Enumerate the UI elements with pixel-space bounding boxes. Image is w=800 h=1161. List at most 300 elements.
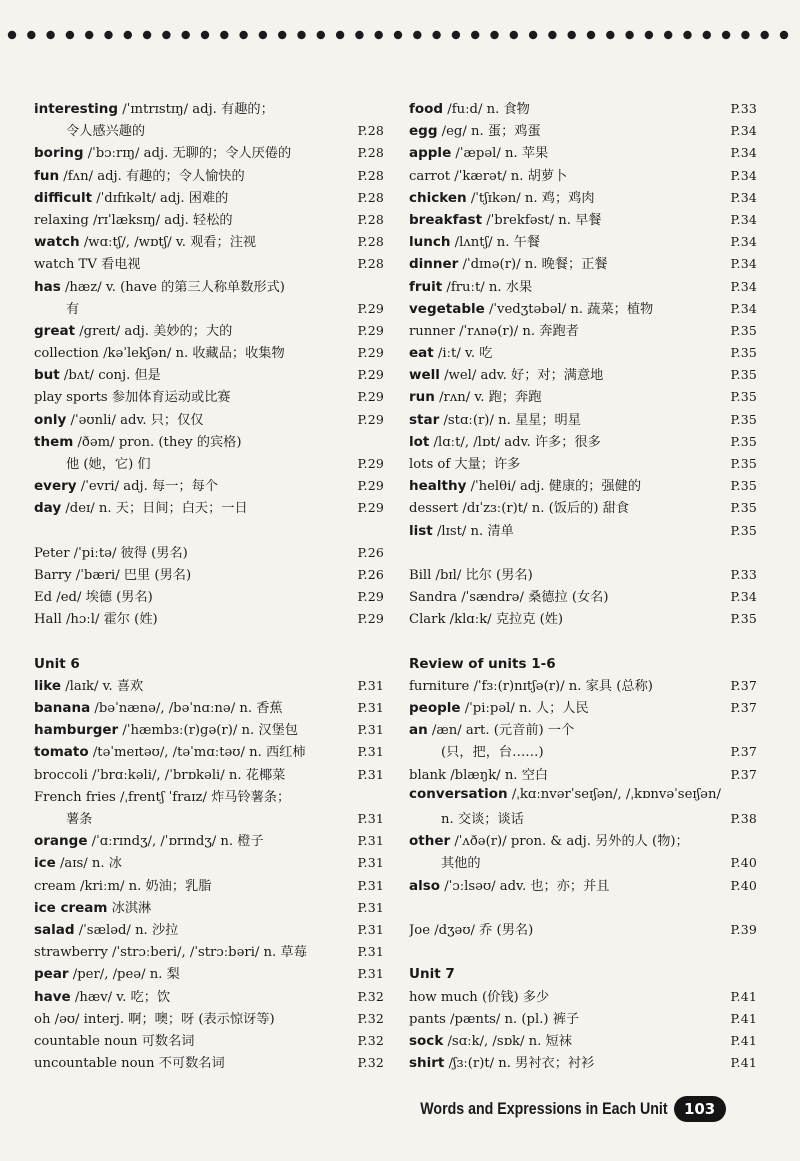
entry-text: Clark /klɑːk/ 克拉克 (姓) bbox=[409, 612, 564, 628]
border-dot bbox=[27, 31, 35, 39]
headword: well bbox=[409, 367, 440, 384]
glossary-entry bbox=[34, 897, 384, 919]
entry-text: pants /pænts/ n. (pl.) 裤子 bbox=[409, 1011, 580, 1027]
entry-page: P.34 bbox=[730, 278, 757, 294]
entry-page: P.28 bbox=[357, 189, 384, 205]
glossary-entry bbox=[34, 542, 384, 564]
border-dot bbox=[761, 31, 769, 39]
entry-text: (只，把，台……) bbox=[441, 745, 544, 761]
right-column bbox=[409, 98, 757, 1074]
border-dot bbox=[143, 31, 151, 39]
glossary-entry bbox=[409, 475, 757, 497]
entry-page: P.35 bbox=[730, 389, 757, 405]
entry-text: day /deɪ/ n. 天；日间；白天；一日 bbox=[34, 500, 248, 517]
entry-page: P.31 bbox=[357, 855, 384, 871]
glossary-entry bbox=[409, 342, 757, 364]
border-dot bbox=[162, 31, 170, 39]
border-dot bbox=[780, 31, 788, 39]
entry-text: Barry /ˈbæri/ 巴里 (男名) bbox=[34, 567, 192, 583]
glossary-entry bbox=[34, 608, 384, 630]
entry-text: well /wel/ adv. 好；对；满意地 bbox=[409, 367, 604, 384]
glossary-entry bbox=[34, 364, 384, 386]
glossary-entry bbox=[34, 586, 384, 608]
entry-text: great /greɪt/ adj. 美妙的；大的 bbox=[34, 322, 233, 339]
entry-text: only /ˈəʊnli/ adv. 只；仅仅 bbox=[34, 411, 204, 428]
entry-page: P.28 bbox=[357, 211, 384, 227]
entry-text: eat /iːt/ v. 吃 bbox=[409, 345, 493, 362]
headword: shirt bbox=[409, 1055, 445, 1072]
headword: tomato bbox=[34, 744, 89, 761]
glossary-entry bbox=[34, 675, 384, 697]
glossary-entry bbox=[409, 808, 757, 830]
entry-text: countable noun 可数名词 bbox=[34, 1033, 195, 1049]
entry-text: runner /ˈrʌnə(r)/ n. 奔跑者 bbox=[409, 323, 579, 339]
glossary-entry bbox=[409, 142, 757, 164]
headword: lot bbox=[409, 433, 430, 450]
glossary-entry bbox=[34, 786, 384, 808]
entry-page: P.41 bbox=[730, 1010, 757, 1026]
entry-page: P.31 bbox=[357, 944, 384, 960]
unit-heading: Unit 7 bbox=[409, 966, 455, 983]
glossary-entry bbox=[409, 231, 757, 253]
border-dot bbox=[510, 31, 518, 39]
entry-text: Ed /ed/ 埃德 (男名) bbox=[34, 590, 153, 606]
entry-page: P.32 bbox=[357, 988, 384, 1004]
headword: only bbox=[34, 411, 67, 428]
entry-page: P.28 bbox=[357, 145, 384, 161]
glossary-entry bbox=[34, 253, 384, 275]
entry-page: P.33 bbox=[730, 566, 757, 582]
entry-page: P.35 bbox=[730, 411, 757, 427]
entry-text: 薯条 bbox=[66, 812, 93, 827]
entry-page: P.31 bbox=[357, 833, 384, 849]
entry-text: lunch /lʌntʃ/ n. 午餐 bbox=[409, 234, 541, 251]
headword: lunch bbox=[409, 234, 451, 251]
glossary-entry bbox=[409, 764, 757, 786]
entry-text: chicken /ˈtʃɪkən/ n. 鸡；鸡肉 bbox=[409, 189, 595, 206]
spacer bbox=[34, 520, 384, 542]
entry-page: P.31 bbox=[357, 744, 384, 760]
entry-text: oh /əʊ/ interj. 啊；噢；呀 (表示惊讶等) bbox=[34, 1011, 275, 1027]
border-dot bbox=[297, 31, 305, 39]
entry-page: P.39 bbox=[730, 921, 757, 937]
border-dot bbox=[8, 31, 16, 39]
headword: day bbox=[34, 500, 62, 517]
border-dot bbox=[85, 31, 93, 39]
headword: fruit bbox=[409, 278, 443, 295]
entry-page: P.34 bbox=[730, 189, 757, 205]
entry-text: healthy /ˈhelθi/ adj. 健康的；强健的 bbox=[409, 478, 642, 495]
spacer bbox=[409, 941, 757, 963]
entry-page: P.28 bbox=[357, 256, 384, 272]
entry-page: P.35 bbox=[730, 611, 757, 627]
entry-page: P.38 bbox=[730, 811, 757, 826]
glossary-entry bbox=[409, 187, 757, 209]
entry-text: orange /ˈɑːrɪndʒ/, /ˈɒrɪndʒ/ n. 橙子 bbox=[34, 833, 264, 850]
glossary-entry bbox=[34, 986, 384, 1008]
entry-text: hamburger /ˈhæmbɜː(r)gə(r)/ n. 汉堡包 bbox=[34, 722, 298, 739]
page-number-badge: 103 bbox=[674, 1096, 726, 1122]
border-dot bbox=[432, 31, 440, 39]
border-dot bbox=[452, 31, 460, 39]
entry-page: P.34 bbox=[730, 300, 757, 316]
entry-page: P.35 bbox=[730, 367, 757, 383]
headword: conversation bbox=[409, 785, 508, 802]
entry-text: Bill /bɪl/ 比尔 (男名) bbox=[409, 567, 533, 583]
entry-text: dessert /dɪˈzɜː(r)t/ n. (饭后的) 甜食 bbox=[409, 501, 630, 517]
border-dot bbox=[664, 31, 672, 39]
entry-text: French fries /ˌfrentʃ ˈfraɪz/ 炸马铃薯条； bbox=[34, 789, 291, 805]
glossary-entry bbox=[34, 875, 384, 897]
footer-title: Words and Expressions in Each Unit bbox=[420, 1099, 668, 1118]
glossary-entry bbox=[409, 386, 757, 408]
headword: egg bbox=[409, 123, 438, 140]
border-dot bbox=[259, 31, 267, 39]
entry-text: relaxing /rɪˈlæksɪŋ/ adj. 轻松的 bbox=[34, 212, 233, 228]
headword: pear bbox=[34, 966, 69, 983]
entry-text: Sandra /ˈsændrə/ 桑德拉 (女名) bbox=[409, 590, 609, 606]
glossary-entry bbox=[34, 386, 384, 408]
entry-page: P.34 bbox=[730, 589, 757, 605]
entry-page: P.33 bbox=[730, 101, 757, 116]
headword: salad bbox=[34, 921, 75, 938]
glossary-entry bbox=[34, 830, 384, 852]
entry-page: P.34 bbox=[730, 123, 757, 139]
entry-page: P.41 bbox=[730, 988, 757, 1004]
glossary-entry bbox=[34, 963, 384, 985]
border-dot bbox=[683, 31, 691, 39]
entry-text: cream /kriːm/ n. 奶油；乳脂 bbox=[34, 878, 212, 894]
entry-page: P.28 bbox=[357, 167, 384, 183]
headword: food bbox=[409, 101, 444, 117]
entry-text: difficult /ˈdɪfɪkəlt/ adj. 困难的 bbox=[34, 189, 229, 206]
entry-page: P.29 bbox=[357, 589, 384, 605]
entry-text: pear /per/, /peə/ n. 梨 bbox=[34, 966, 180, 983]
headword: has bbox=[34, 278, 61, 295]
entry-text: tomato /təˈmeɪtəʊ/, /təˈmɑːtəʊ/ n. 西红柿 bbox=[34, 744, 306, 761]
entry-text: play sports 参加体育运动或比赛 bbox=[34, 390, 231, 406]
top-dot-border bbox=[0, 20, 800, 50]
entry-page: P.29 bbox=[357, 411, 384, 427]
headword: watch bbox=[34, 234, 80, 251]
entry-text: other /ˈʌðə(r)/ pron. & adj. 另外的人 (物)； bbox=[409, 833, 689, 850]
entry-page: P.29 bbox=[357, 611, 384, 627]
entry-page: P.31 bbox=[357, 766, 384, 782]
entry-page: P.29 bbox=[357, 478, 384, 494]
headword: healthy bbox=[409, 478, 467, 495]
entry-text: has /hæz/ v. (have 的第三人称单数形式) bbox=[34, 278, 285, 295]
entry-text: dinner /ˈdɪnə(r)/ n. 晚餐；正餐 bbox=[409, 256, 608, 273]
entry-text: have /hæv/ v. 吃；饮 bbox=[34, 988, 171, 1005]
entry-text: broccoli /ˈbrɑːkəli/, /ˈbrɒkəli/ n. 花椰菜 bbox=[34, 767, 286, 783]
entry-page: P.34 bbox=[730, 256, 757, 272]
entry-page: P.41 bbox=[730, 1055, 757, 1071]
border-dot bbox=[220, 31, 228, 39]
entry-page: P.28 bbox=[357, 234, 384, 250]
glossary-entry bbox=[34, 941, 384, 963]
entry-page: P.40 bbox=[730, 855, 757, 871]
entry-page: P.31 bbox=[357, 811, 384, 826]
entry-text: banana /bəˈnænə/, /bəˈnɑːnə/ n. 香蕉 bbox=[34, 700, 283, 717]
spacer bbox=[409, 631, 757, 653]
entry-text: fun /fʌn/ adj. 有趣的；令人愉快的 bbox=[34, 167, 245, 184]
glossary-entry bbox=[34, 209, 384, 231]
entry-page: P.37 bbox=[730, 766, 757, 782]
entry-text: ice /aɪs/ n. 冰 bbox=[34, 855, 122, 872]
glossary-entry bbox=[34, 741, 384, 763]
headword: eat bbox=[409, 345, 434, 362]
entry-page: P.31 bbox=[357, 966, 384, 982]
entry-page: P.35 bbox=[730, 478, 757, 494]
border-dot bbox=[741, 31, 749, 39]
entry-page: P.34 bbox=[730, 145, 757, 161]
glossary-entry bbox=[34, 919, 384, 941]
entry-page: P.35 bbox=[730, 322, 757, 338]
headword: people bbox=[409, 700, 461, 717]
entry-text: but /bʌt/ conj. 但是 bbox=[34, 367, 161, 384]
headword: fun bbox=[34, 167, 60, 184]
entry-page: P.32 bbox=[357, 1032, 384, 1048]
border-dot bbox=[722, 31, 730, 39]
headword: an bbox=[409, 722, 428, 739]
entry-page: P.26 bbox=[357, 544, 384, 560]
entry-page: P.37 bbox=[730, 677, 757, 693]
entry-text: apple /ˈæpəl/ n. 苹果 bbox=[409, 145, 549, 162]
entry-text: watch /wɑːtʃ/, /wɒtʃ/ v. 观看；注视 bbox=[34, 234, 257, 251]
glossary-entry bbox=[409, 919, 757, 941]
headword: them bbox=[34, 433, 74, 450]
border-dot bbox=[703, 31, 711, 39]
headword: breakfast bbox=[409, 211, 483, 228]
entry-page: P.29 bbox=[357, 500, 384, 516]
glossary-entry bbox=[409, 165, 757, 187]
headword: orange bbox=[34, 833, 88, 850]
border-dot bbox=[355, 31, 363, 39]
glossary-entry bbox=[409, 1030, 757, 1052]
border-dot bbox=[375, 31, 383, 39]
border-dot bbox=[124, 31, 132, 39]
entry-text: carrot /ˈkærət/ n. 胡萝卜 bbox=[409, 168, 568, 184]
glossary-entry bbox=[409, 209, 757, 231]
entry-page: P.41 bbox=[730, 1032, 757, 1048]
entry-text: ice cream 冰淇淋 bbox=[34, 899, 152, 916]
glossary-entry bbox=[409, 1052, 757, 1074]
border-dot bbox=[394, 31, 402, 39]
headword: banana bbox=[34, 700, 91, 717]
glossary-entry bbox=[409, 276, 757, 298]
entry-text: run /rʌn/ v. 跑；奔跑 bbox=[409, 389, 542, 406]
entry-text: shirt /ʃɜː(r)t/ n. 男衬衣；衬衫 bbox=[409, 1055, 595, 1072]
glossary-entry bbox=[34, 852, 384, 874]
glossary-entry bbox=[409, 852, 757, 874]
glossary-entry bbox=[409, 520, 757, 542]
entry-text: 其他的 bbox=[441, 856, 481, 872]
spacer bbox=[34, 631, 384, 653]
headword: run bbox=[409, 389, 435, 406]
glossary-entry bbox=[34, 719, 384, 741]
entry-page: P.29 bbox=[357, 456, 384, 471]
glossary-entry bbox=[409, 120, 757, 142]
entry-page: P.31 bbox=[357, 877, 384, 893]
border-dot bbox=[317, 31, 325, 39]
glossary-entry bbox=[34, 1008, 384, 1030]
headword: like bbox=[34, 677, 62, 694]
spacer bbox=[409, 542, 757, 564]
entry-text: Joe /dʒəʊ/ 乔 (男名) bbox=[409, 922, 534, 938]
headword: apple bbox=[409, 145, 452, 162]
headword: hamburger bbox=[34, 722, 119, 739]
left-column bbox=[34, 98, 384, 1074]
entry-text: 有 bbox=[66, 301, 80, 317]
entry-page: P.31 bbox=[357, 677, 384, 693]
border-dot bbox=[490, 31, 498, 39]
headword: dinner bbox=[409, 256, 459, 273]
entry-page: P.37 bbox=[730, 744, 757, 760]
entry-text: 他 (她，它) 们 bbox=[66, 457, 151, 472]
border-dot bbox=[645, 31, 653, 39]
glossary-entry bbox=[409, 608, 757, 630]
entry-text: Peter /ˈpiːtə/ 彼得 (男名) bbox=[34, 545, 188, 561]
unit-heading: Unit 6 bbox=[34, 655, 80, 672]
entry-page: P.35 bbox=[730, 433, 757, 449]
entry-page: P.34 bbox=[730, 234, 757, 250]
glossary-entry bbox=[409, 830, 757, 852]
entry-text: salad /ˈsæləd/ n. 沙拉 bbox=[34, 921, 179, 938]
glossary-entry bbox=[409, 497, 757, 519]
entry-text: n. 交谈；谈话 bbox=[441, 812, 524, 827]
border-dot bbox=[336, 31, 344, 39]
glossary-entry bbox=[34, 276, 384, 298]
entry-page: P.32 bbox=[357, 1055, 384, 1071]
headword: every bbox=[34, 478, 77, 495]
entry-text: Hall /hɔːl/ 霍尔 (姓) bbox=[34, 612, 158, 628]
glossary-entry bbox=[34, 231, 384, 253]
entry-text: an /æn/ art. (元音前) 一个 bbox=[409, 722, 575, 739]
entry-page: P.29 bbox=[357, 322, 384, 338]
entry-page: P.26 bbox=[357, 566, 384, 582]
glossary-entry bbox=[34, 342, 384, 364]
entry-text: egg /eg/ n. 蛋；鸡蛋 bbox=[409, 123, 541, 140]
border-dot bbox=[625, 31, 633, 39]
glossary-entry bbox=[34, 187, 384, 209]
entry-page: P.40 bbox=[730, 877, 757, 893]
glossary-entry bbox=[409, 875, 757, 897]
glossary-entry bbox=[34, 1030, 384, 1052]
glossary-entry bbox=[409, 786, 757, 808]
glossary-entry bbox=[409, 320, 757, 342]
border-dot bbox=[104, 31, 112, 39]
entry-page: P.29 bbox=[357, 345, 384, 361]
entry-text: every /ˈevri/ adj. 每一；每个 bbox=[34, 478, 218, 495]
glossary-entry bbox=[409, 1008, 757, 1030]
glossary-entry bbox=[34, 431, 384, 453]
glossary-entry bbox=[34, 409, 384, 431]
headword: star bbox=[409, 411, 440, 428]
border-dot bbox=[66, 31, 74, 39]
border-dot bbox=[182, 31, 190, 39]
entry-page: P.35 bbox=[730, 522, 757, 538]
entry-text: like /laɪk/ v. 喜欢 bbox=[34, 677, 144, 694]
glossary-entry bbox=[409, 586, 757, 608]
entry-text: boring /ˈbɔːrɪŋ/ adj. 无聊的；令人厌倦的 bbox=[34, 145, 292, 162]
entry-text: them /ðəm/ pron. (they 的宾格) bbox=[34, 433, 242, 450]
headword: vegetable bbox=[409, 300, 485, 317]
glossary-entry bbox=[409, 741, 757, 763]
entry-text: sock /sɑːk/, /sɒk/ n. 短袜 bbox=[409, 1032, 572, 1049]
glossary-entry bbox=[34, 475, 384, 497]
entry-text: list /lɪst/ n. 清单 bbox=[409, 522, 514, 539]
entry-page: P.32 bbox=[357, 1010, 384, 1026]
glossary-entry bbox=[34, 697, 384, 719]
entry-text: collection /kəˈlekʃən/ n. 收藏品；收集物 bbox=[34, 346, 285, 362]
entry-text: people /ˈpiːpəl/ n. 人；人民 bbox=[409, 700, 589, 717]
entry-page: P.28 bbox=[357, 123, 384, 139]
entry-text: conversation /ˌkɑːnvərˈseɪʃən/, /ˌkɒnvəˈseɪʃən/ bbox=[409, 785, 721, 802]
entry-text: how much (价钱) 多少 bbox=[409, 989, 550, 1005]
entry-page: P.35 bbox=[730, 345, 757, 361]
headword: ice cream bbox=[34, 899, 108, 916]
border-dot bbox=[46, 31, 54, 39]
entry-page: P.31 bbox=[357, 700, 384, 716]
headword: sock bbox=[409, 1032, 444, 1049]
glossary-entry bbox=[34, 120, 384, 142]
glossary-entry bbox=[34, 298, 384, 320]
entry-text: star /stɑː(r)/ n. 星星；明星 bbox=[409, 411, 581, 428]
entry-text: vegetable /ˈvedʒtəbəl/ n. 蔬菜；植物 bbox=[409, 300, 654, 317]
headword: also bbox=[409, 877, 441, 894]
border-dot bbox=[606, 31, 614, 39]
entry-text: breakfast /ˈbrekfəst/ n. 早餐 bbox=[409, 211, 602, 228]
entry-text: lot /lɑːt/, /lɒt/ adv. 许多；很多 bbox=[409, 433, 601, 450]
unit-heading: Review of units 1-6 bbox=[409, 655, 556, 672]
glossary-entry bbox=[34, 165, 384, 187]
entry-text: also /ˈɔːlsəʊ/ adv. 也；亦；并且 bbox=[409, 877, 610, 894]
glossary-entry bbox=[34, 453, 384, 475]
entry-text: food /fuːd/ n. 食物 bbox=[409, 101, 530, 117]
headword: ice bbox=[34, 855, 56, 872]
glossary-entry bbox=[34, 808, 384, 830]
headword: other bbox=[409, 833, 451, 850]
entry-page: P.34 bbox=[730, 167, 757, 183]
footer bbox=[380, 1096, 726, 1122]
entry-page: P.31 bbox=[357, 921, 384, 937]
headword: difficult bbox=[34, 189, 93, 206]
border-dot bbox=[201, 31, 209, 39]
glossary-entry bbox=[409, 98, 757, 120]
headword: list bbox=[409, 522, 433, 539]
entry-page: P.37 bbox=[730, 700, 757, 716]
border-dot bbox=[568, 31, 576, 39]
glossary-entry bbox=[409, 564, 757, 586]
entry-text: lots of 大量；许多 bbox=[409, 457, 521, 472]
glossary-entry bbox=[409, 298, 757, 320]
glossary-entry bbox=[409, 697, 757, 719]
glossary-entry bbox=[34, 320, 384, 342]
border-dot bbox=[413, 31, 421, 39]
entry-page: P.35 bbox=[730, 456, 757, 471]
entry-page: P.29 bbox=[357, 389, 384, 405]
glossary-entry bbox=[34, 497, 384, 519]
border-dot bbox=[587, 31, 595, 39]
glossary-entry bbox=[409, 675, 757, 697]
entry-text: strawberry /ˈstrɔːberi/, /ˈstrɔːbəri/ n. 草莓 bbox=[34, 945, 307, 961]
glossary-entry bbox=[409, 986, 757, 1008]
border-dot bbox=[529, 31, 537, 39]
entry-page: P.31 bbox=[357, 899, 384, 915]
entry-text: uncountable noun 不可数名词 bbox=[34, 1056, 225, 1072]
glossary-entry bbox=[409, 409, 757, 431]
entry-text: fruit /fruːt/ n. 水果 bbox=[409, 278, 533, 295]
